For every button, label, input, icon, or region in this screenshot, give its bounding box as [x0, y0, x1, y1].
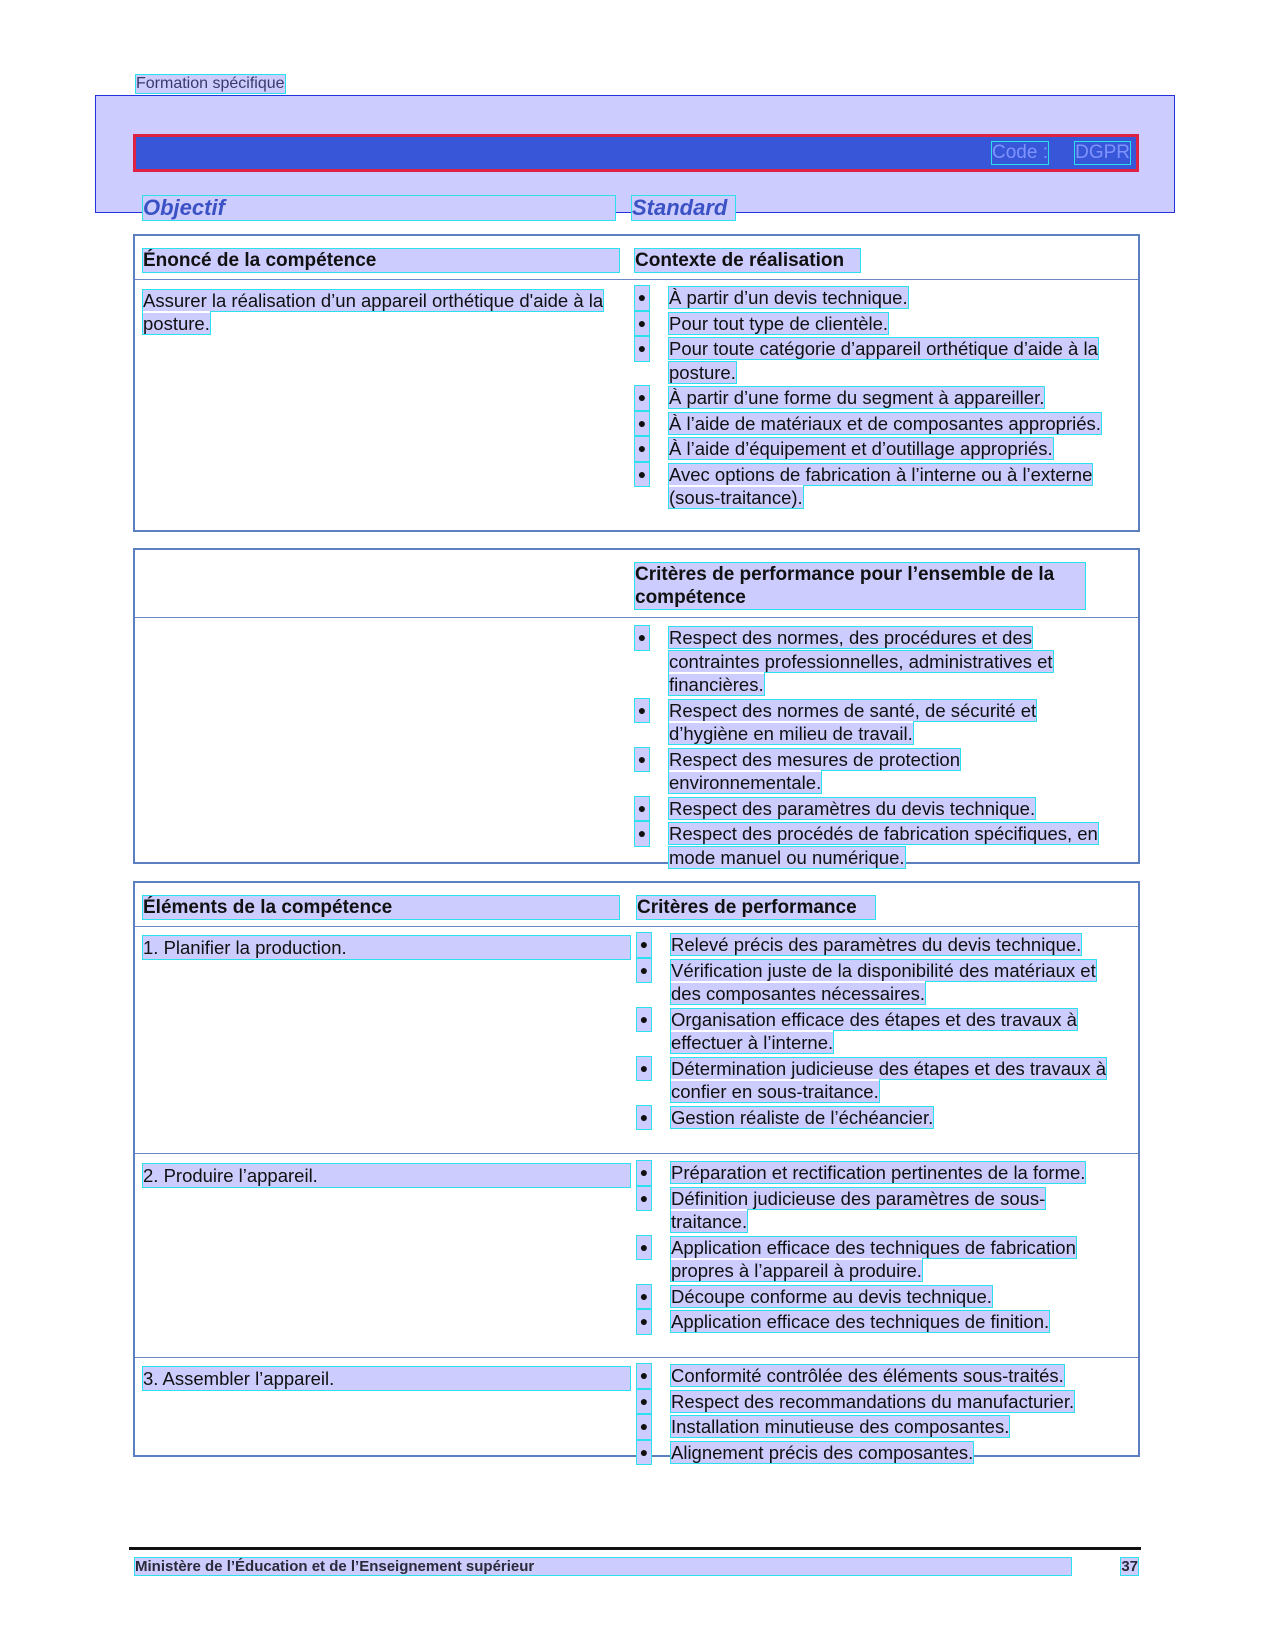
list-item: [637, 1161, 1107, 1185]
header-divider: [135, 279, 1138, 280]
elements-panel: [133, 881, 1140, 1463]
bullet-icon: ●: [637, 1285, 651, 1309]
bullet-icon: ●: [635, 699, 649, 723]
list-item-text: Pour tout type de clientèle.: [669, 312, 889, 334]
bullet-icon: ●: [635, 748, 649, 772]
list-item-text: Respect des mesures de protection environnementale.: [669, 748, 961, 793]
list-item: [635, 437, 1105, 461]
bullet-icon: ●: [637, 1187, 651, 1211]
header-divider: [135, 617, 1138, 618]
list-item-text: À l’aide d’équipement et d’outillage appropriés.: [669, 438, 1053, 459]
elements-heading: Éléments de la compétence: [143, 896, 619, 919]
element-1: 1. Planifier la production.: [143, 936, 630, 959]
code-bar: [133, 134, 1139, 172]
list-item: [637, 1008, 1107, 1055]
bullet-icon: ●: [637, 1390, 651, 1414]
criteres-heading: Critères de performance: [637, 896, 875, 919]
header-divider: [135, 926, 1138, 927]
criteria-list-2: [637, 1161, 1107, 1361]
list-item-text: Vérification juste de la disponibilité des matériaux et des composantes nécessaires.: [671, 959, 1096, 1004]
row-divider: [135, 1153, 1138, 1154]
list-item-text: Alignement précis des composantes.: [671, 1441, 974, 1463]
bullet-icon: ●: [637, 1106, 651, 1130]
list-item: [637, 933, 1107, 957]
list-item: [637, 1236, 1107, 1283]
enonce-heading: Énoncé de la compétence: [143, 249, 619, 272]
list-item: [635, 797, 1105, 821]
list-item-text: Découpe conforme au devis technique.: [671, 1285, 992, 1307]
bullet-icon: ●: [637, 1236, 651, 1260]
list-item: [637, 1310, 1107, 1334]
criteres-ensemble-heading: Critères de performance pour l’ensemble de la compétence: [635, 563, 1085, 609]
bullet-icon: ●: [635, 822, 649, 846]
list-item-text: Installation minutieuse des composantes.: [671, 1416, 1010, 1437]
list-item-text: Pour toute catégorie d’appareil orthétique d’aide à la posture.: [669, 338, 1098, 383]
list-item: [635, 286, 1105, 310]
list-item: [635, 822, 1105, 869]
bullet-icon: ●: [635, 412, 649, 436]
list-item-text: Respect des procédés de fabrication spécifiques, en mode manuel ou numérique.: [669, 823, 1098, 868]
list-item: [637, 1390, 1107, 1414]
bullet-icon: ●: [637, 933, 651, 957]
list-item-text: Respect des normes, des procédures et des contraintes professionnelles, administratives et financières.: [669, 627, 1053, 695]
competence-statement: Assurer la réalisation d’un appareil orthétique d'aide à la posture.: [143, 290, 604, 334]
list-item-text: Gestion réaliste de l’échéancier.: [671, 1106, 934, 1128]
list-item: [637, 1187, 1107, 1234]
list-item: [635, 748, 1105, 795]
list-item: [637, 1415, 1107, 1439]
row-divider: [135, 1357, 1138, 1358]
list-item-text: Détermination judicieuse des étapes et des travaux à confier en sous-traitance.: [671, 1057, 1107, 1102]
code-label: Code :: [992, 142, 1048, 163]
contexte-list: [635, 286, 1105, 526]
list-item-text: À partir d’un devis technique.: [669, 287, 908, 308]
list-item-text: Respect des recommandations du manufacturier.: [671, 1390, 1075, 1412]
bullet-icon: ●: [635, 286, 649, 310]
list-item: [635, 312, 1105, 336]
bullet-icon: ●: [637, 1008, 651, 1032]
list-item: [637, 959, 1107, 1006]
standard-heading: Standard: [632, 196, 735, 220]
list-item-text: Définition judicieuse des paramètres de sous-traitance.: [671, 1187, 1046, 1232]
footer-ministry: Ministère de l’Éducation et de l’Enseignement supérieur: [135, 1558, 1071, 1575]
bullet-icon: ●: [635, 386, 649, 410]
list-item-text: Application efficace des techniques de fabrication propres à l’appareil à produire.: [671, 1236, 1076, 1281]
objectif-heading: Objectif: [143, 196, 615, 220]
page-number: 37: [1121, 1558, 1138, 1575]
bullet-icon: ●: [637, 1161, 651, 1185]
list-item-text: Respect des normes de santé, de sécurité et d’hygiène en milieu de travail.: [669, 699, 1037, 744]
list-item-text: Organisation efficace des étapes et des travaux à effectuer à l’interne.: [671, 1008, 1077, 1053]
bullet-icon: ●: [635, 626, 649, 650]
footer-rule: [129, 1547, 1141, 1550]
list-item: [635, 386, 1105, 410]
code-value: DGPR: [1075, 142, 1130, 163]
list-item: [635, 337, 1105, 384]
element-2: 2. Produire l’appareil.: [143, 1164, 630, 1187]
contexte-heading: Contexte de réalisation: [635, 249, 860, 272]
criteria-list-1: [637, 933, 1107, 1138]
list-item-text: Relevé précis des paramètres du devis technique.: [671, 934, 1082, 955]
bullet-icon: ●: [635, 797, 649, 821]
bullet-icon: ●: [635, 312, 649, 336]
criteres-ensemble-panel: [133, 548, 1140, 868]
list-item-text: À l’aide de matériaux et de composantes appropriés.: [669, 412, 1101, 434]
list-item-text: À partir d’une forme du segment à appareiller.: [669, 387, 1045, 408]
list-item: [635, 412, 1105, 436]
bullet-icon: ●: [637, 1441, 651, 1465]
list-item-text: Conformité contrôlée des éléments sous-traités.: [671, 1365, 1064, 1386]
list-item-text: Respect des paramètres du devis technique.: [669, 797, 1036, 819]
running-header: Formation spécifique: [136, 75, 285, 92]
bullet-icon: ●: [637, 1310, 651, 1334]
criteres-ensemble-list: [635, 626, 1105, 868]
competence-panel: [133, 234, 1140, 532]
list-item: [635, 626, 1105, 697]
bullet-icon: ●: [635, 437, 649, 461]
list-item: [637, 1057, 1107, 1104]
list-item: [637, 1285, 1107, 1309]
list-item: [637, 1441, 1107, 1465]
bullet-icon: ●: [637, 1364, 651, 1388]
bullet-icon: ●: [637, 959, 651, 983]
list-item-text: Préparation et rectification pertinentes de la forme.: [671, 1162, 1086, 1183]
list-item: [635, 699, 1105, 746]
list-item-text: Avec options de fabrication à l’interne ou à l’externe (sous-traitance).: [669, 463, 1093, 508]
element-3: 3. Assembler l’appareil.: [143, 1367, 630, 1390]
list-item: [637, 1106, 1107, 1130]
list-item: [637, 1364, 1107, 1388]
bullet-icon: ●: [637, 1057, 651, 1081]
bullet-icon: ●: [635, 463, 649, 487]
bullet-icon: ●: [637, 1415, 651, 1439]
bullet-icon: ●: [635, 337, 649, 361]
criteria-list-3: [637, 1364, 1107, 1463]
list-item: [635, 463, 1105, 510]
list-item-text: Application efficace des techniques de finition.: [671, 1311, 1050, 1332]
